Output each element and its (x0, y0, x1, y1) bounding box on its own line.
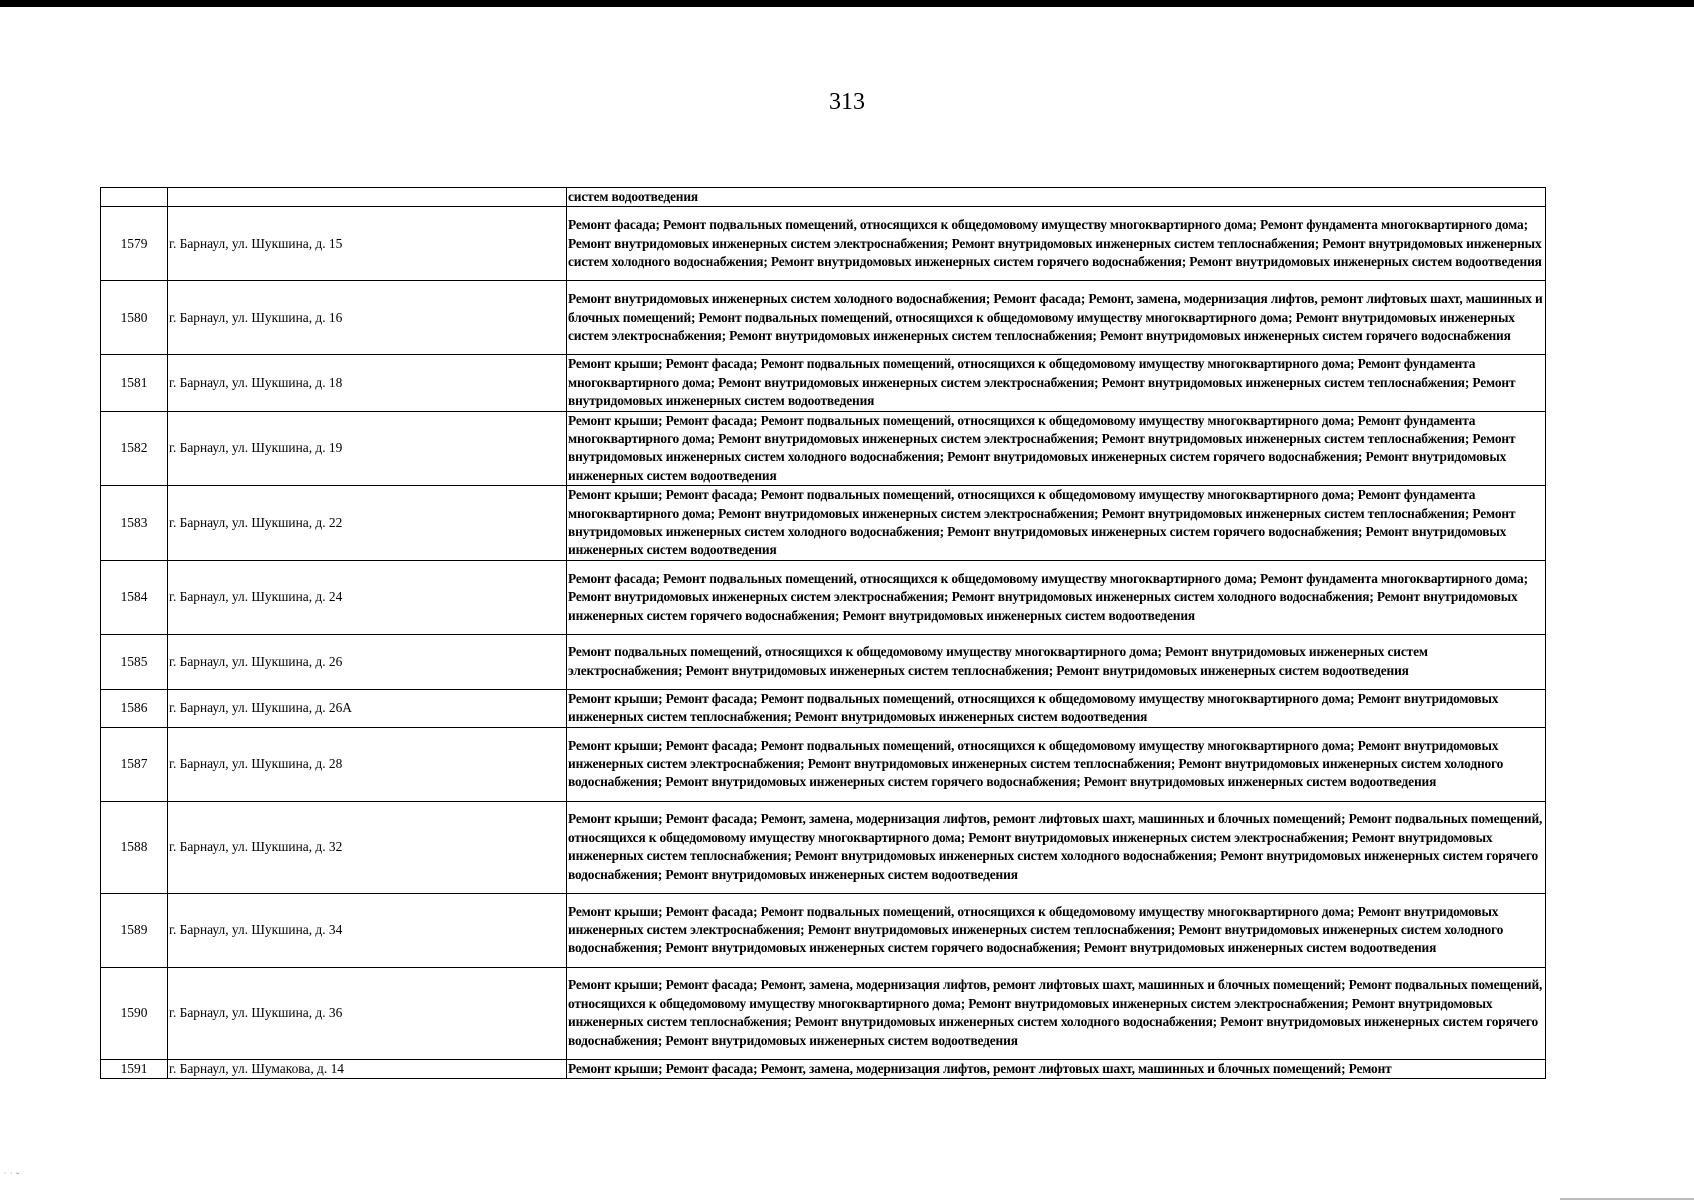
row-number-cell: 1583 (101, 486, 168, 561)
address-cell: г. Барнаул, ул. Шумакова, д. 14 (168, 1059, 567, 1078)
table-row (101, 893, 1546, 967)
address-cell: г. Барнаул, ул. Шукшина, д. 26А (168, 689, 567, 727)
row-number-cell: 1587 (101, 727, 168, 801)
works-cell: систем водоотведения (567, 188, 1546, 207)
address-cell: г. Барнаул, ул. Шукшина, д. 36 (168, 967, 567, 1059)
row-number-cell (101, 188, 168, 207)
row-number-cell: 1579 (101, 207, 168, 281)
table-row (101, 207, 1546, 281)
table-row-continuation (101, 188, 1546, 207)
row-number-cell: 1591 (101, 1059, 168, 1078)
row-number-cell: 1589 (101, 893, 168, 967)
address-cell: г. Барнаул, ул. Шукшина, д. 19 (168, 411, 567, 486)
works-cell: Ремонт крыши; Ремонт фасада; Ремонт подвальных помещений, относящихся к общедомовому имуществу многоквартирного дома; Ремонт внутридомовых инженерных систем электроснабжения; Ремонт внутридомовых инженерных систем теплоснабжения; Ремонт внутридомовых инженерных систем холодного водоснабжения; Ремонт внутридомовых инженерных систем горячего водоснабжения; Ремонт внутридомовых инженерных систем водоотведения (567, 893, 1546, 967)
works-cell: Ремонт крыши; Ремонт фасада; Ремонт подвальных помещений, относящихся к общедомовому имуществу многоквартирного дома; Ремонт фундамента многоквартирного дома; Ремонт внутридомовых инженерных систем электроснабжения; Ремонт внутридомовых инженерных систем теплоснабжения; Ремонт внутридомовых инженерных систем холодного водоснабжения; Ремонт внутридомовых инженерных систем горячего водоснабжения; Ремонт внутридомовых инженерных систем водоотведения (567, 411, 1546, 486)
row-number-cell: 1585 (101, 634, 168, 689)
row-number-cell: 1590 (101, 967, 168, 1059)
table-row (101, 727, 1546, 801)
table-row (101, 967, 1546, 1059)
works-cell: Ремонт крыши; Ремонт фасада; Ремонт, замена, модернизация лифтов, ремонт лифтовых шахт, машинных и блочных помещений; Ремонт подвальных помещений, относящихся к общедомовому имуществу многоквартирного дома; Ремонт внутридомовых инженерных систем электроснабжения; Ремонт внутридомовых инженерных систем теплоснабжения; Ремонт внутридомовых инженерных систем холодного водоснабжения; Ремонт внутридомовых инженерных систем горячего водоснабжения; Ремонт внутридомовых инженерных систем водоотведения (567, 967, 1546, 1059)
table-row (101, 689, 1546, 727)
works-cell: Ремонт крыши; Ремонт фасада; Ремонт, замена, модернизация лифтов, ремонт лифтовых шахт, машинных и блочных помещений; Ремонт (567, 1059, 1546, 1078)
works-cell: Ремонт фасада; Ремонт подвальных помещений, относящихся к общедомовому имуществу многоквартирного дома; Ремонт фундамента многоквартирного дома; Ремонт внутридомовых инженерных систем электроснабжения; Ремонт внутридомовых инженерных систем теплоснабжения; Ремонт внутридомовых инженерных систем холодного водоснабжения; Ремонт внутридомовых инженерных систем горячего водоснабжения; Ремонт внутридомовых инженерных систем водоотведения (567, 207, 1546, 281)
housing-repair-table (100, 187, 1546, 1079)
works-cell: Ремонт крыши; Ремонт фасада; Ремонт подвальных помещений, относящихся к общедомовому имуществу многоквартирного дома; Ремонт фундамента многоквартирного дома; Ремонт внутридомовых инженерных систем электроснабжения; Ремонт внутридомовых инженерных систем теплоснабжения; Ремонт внутридомовых инженерных систем водоотведения (567, 355, 1546, 411)
row-number-cell: 1586 (101, 689, 168, 727)
scan-artifact: ˙ ˙ ˘ (4, 1172, 20, 1183)
table-row (101, 281, 1546, 355)
address-cell: г. Барнаул, ул. Шукшина, д. 32 (168, 801, 567, 893)
table-row (101, 634, 1546, 689)
address-cell: г. Барнаул, ул. Шукшина, д. 34 (168, 893, 567, 967)
table-row (101, 411, 1546, 486)
works-cell: Ремонт фасада; Ремонт подвальных помещений, относящихся к общедомовому имуществу многоквартирного дома; Ремонт фундамента многоквартирного дома; Ремонт внутридомовых инженерных систем электроснабжения; Ремонт внутридомовых инженерных систем холодного водоснабжения; Ремонт внутридомовых инженерных систем горячего водоснабжения; Ремонт внутридомовых инженерных систем водоотведения (567, 560, 1546, 634)
row-number-cell: 1580 (101, 281, 168, 355)
address-cell: г. Барнаул, ул. Шукшина, д. 18 (168, 355, 567, 411)
works-cell: Ремонт крыши; Ремонт фасада; Ремонт, замена, модернизация лифтов, ремонт лифтовых шахт, машинных и блочных помещений; Ремонт подвальных помещений, относящихся к общедомовому имуществу многоквартирного дома; Ремонт внутридомовых инженерных систем электроснабжения; Ремонт внутридомовых инженерных систем теплоснабжения; Ремонт внутридомовых инженерных систем холодного водоснабжения; Ремонт внутридомовых инженерных систем горячего водоснабжения; Ремонт внутридомовых инженерных систем водоотведения (567, 801, 1546, 893)
address-cell: г. Барнаул, ул. Шукшина, д. 28 (168, 727, 567, 801)
table-row (101, 355, 1546, 411)
table-row (101, 560, 1546, 634)
address-cell: г. Барнаул, ул. Шукшина, д. 22 (168, 486, 567, 561)
works-cell: Ремонт крыши; Ремонт фасада; Ремонт подвальных помещений, относящихся к общедомовому имуществу многоквартирного дома; Ремонт фундамента многоквартирного дома; Ремонт внутридомовых инженерных систем электроснабжения; Ремонт внутридомовых инженерных систем теплоснабжения; Ремонт внутридомовых инженерных систем холодного водоснабжения; Ремонт внутридомовых инженерных систем горячего водоснабжения; Ремонт внутридомовых инженерных систем водоотведения (567, 486, 1546, 561)
address-cell: г. Барнаул, ул. Шукшина, д. 24 (168, 560, 567, 634)
row-number-cell: 1588 (101, 801, 168, 893)
scan-top-border (0, 0, 1694, 7)
table-row (101, 486, 1546, 561)
works-cell: Ремонт внутридомовых инженерных систем холодного водоснабжения; Ремонт фасада; Ремонт, замена, модернизация лифтов, ремонт лифтовых шахт, машинных и блочных помещений; Ремонт подвальных помещений, относящихся к общедомовому имуществу многоквартирного дома; Ремонт внутридомовых инженерных систем электроснабжения; Ремонт внутридомовых инженерных систем теплоснабжения; Ремонт внутридомовых инженерных систем горячего водоснабжения (567, 281, 1546, 355)
row-number-cell: 1581 (101, 355, 168, 411)
table-row (101, 801, 1546, 893)
address-cell: г. Барнаул, ул. Шукшина, д. 16 (168, 281, 567, 355)
address-cell (168, 188, 567, 207)
row-number-cell: 1582 (101, 411, 168, 486)
page-number: 313 (829, 89, 865, 115)
row-number-cell: 1584 (101, 560, 168, 634)
works-cell: Ремонт крыши; Ремонт фасада; Ремонт подвальных помещений, относящихся к общедомовому имуществу многоквартирного дома; Ремонт внутридомовых инженерных систем электроснабжения; Ремонт внутридомовых инженерных систем теплоснабжения; Ремонт внутридомовых инженерных систем холодного водоснабжения; Ремонт внутридомовых инженерных систем горячего водоснабжения; Ремонт внутридомовых инженерных систем водоотведения (567, 727, 1546, 801)
address-cell: г. Барнаул, ул. Шукшина, д. 15 (168, 207, 567, 281)
table-row (101, 1059, 1546, 1078)
works-cell: Ремонт подвальных помещений, относящихся к общедомовому имуществу многоквартирного дома; Ремонт внутридомовых инженерных систем электроснабжения; Ремонт внутридомовых инженерных систем теплоснабжения; Ремонт внутридомовых инженерных систем водоотведения (567, 634, 1546, 689)
works-cell: Ремонт крыши; Ремонт фасада; Ремонт подвальных помещений, относящихся к общедомовому имуществу многоквартирного дома; Ремонт внутридомовых инженерных систем теплоснабжения; Ремонт внутридомовых инженерных систем водоотведения (567, 689, 1546, 727)
address-cell: г. Барнаул, ул. Шукшина, д. 26 (168, 634, 567, 689)
